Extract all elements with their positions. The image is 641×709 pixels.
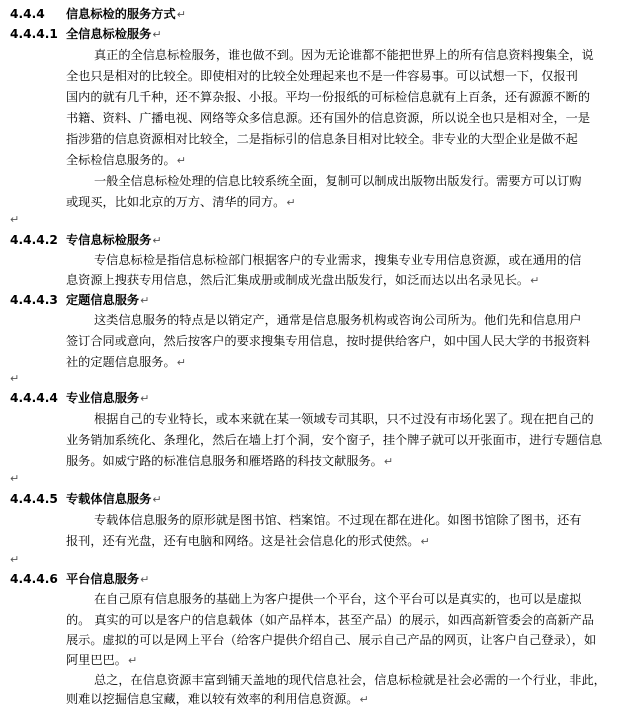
return-mark-icon: ↵ (420, 535, 430, 548)
paragraph-line: 全也只是相对的比较全。即使相对的比较全处理起来也不是一件容易事。可以试想一下，仅报刊 (66, 69, 578, 83)
empty-paragraph-mark-icon: ↵ (10, 472, 20, 485)
paragraph-line: 息资源上搜获专用信息，然后汇集成册或制成光盘出版发行，如泛而达以出名录见长。↵ (66, 273, 540, 287)
section-heading (10, 6, 186, 22)
section-number: 4.4.4.5 (10, 492, 58, 506)
section-title: 定题信息服务 (66, 293, 140, 307)
paragraph-line: 全标检信息服务的。↵ (66, 153, 186, 167)
return-mark-icon: ↵ (176, 154, 186, 167)
section-title: 平台信息服务 (66, 572, 140, 586)
paragraph-line: 国内的就有几千种，还不算杂报、小报。平均一份报纸的可标检信息就有上百条，还有源源不断的 (66, 90, 591, 104)
return-mark-icon: ↵ (359, 693, 369, 706)
paragraph-line: 指涉猎的信息资源相对比较全，二是指标引的信息条目相对比较全。非专业的大型企业是做不起 (66, 132, 578, 146)
section-title: 全信息标检服务 (66, 27, 152, 41)
section-title: 专信息标检服务 (66, 233, 152, 247)
paragraph-line: 签订合同或意向，然后按客户的要求搜集专用信息，按时提供给客户，如中国人民大学的书报资料 (66, 334, 591, 348)
paragraph-line: 的。 真实的可以是客户的信息载体（如产品样本，甚至产品）的展示，如西高新管委会的高新产品 (66, 613, 594, 627)
return-mark-icon: ↵ (530, 274, 540, 287)
paragraph-line: 展示。虚拟的可以是网上平台（给客户提供介绍自己、展示自己产品的网页，让客户自己登录），如 (66, 633, 597, 647)
paragraph-line: 或现买，比如北京的万方、清华的同方。↵ (66, 195, 296, 209)
section-heading (10, 292, 149, 308)
section-heading (10, 26, 162, 42)
paragraph-line: 专信息标检是指信息标检部门根据客户的专业需求，搜集专业专用信息资源，或在通用的信 (94, 253, 582, 267)
section-heading (10, 571, 149, 587)
section-heading (10, 390, 149, 406)
section-heading (10, 232, 162, 248)
return-mark-icon: ↵ (176, 8, 186, 21)
section-title: 专业信息服务 (66, 391, 140, 405)
return-mark-icon: ↵ (152, 234, 162, 247)
paragraph-line: 社的定题信息服务。↵ (66, 355, 186, 369)
empty-paragraph-mark-icon: ↵ (10, 213, 20, 226)
paragraph-line: 在自己原有信息服务的基础上为客户提供一个平台，这个平台可以是真实的，也可以是虚拟 (94, 592, 582, 606)
section-heading (10, 491, 162, 507)
paragraph-line: 阿里巴巴。↵ (66, 653, 138, 667)
paragraph-line: 业务销加系统化、条理化，然后在墙上打个洞，安个窗子，挂个牌子就可以开张面市，进行专题信息 (66, 433, 603, 447)
paragraph-line: 服务。如威宁路的标准信息服务和雁塔路的科技文献服务。↵ (66, 454, 394, 468)
section-number: 4.4.4.3 (10, 293, 58, 307)
return-mark-icon: ↵ (383, 455, 394, 468)
section-title: 专载体信息服务 (66, 492, 152, 506)
return-mark-icon: ↵ (176, 356, 186, 369)
paragraph-line: 一般全信息标检处理的信息比较系统全面，复制可以制成出版物出版发行。需要方可以订购 (94, 174, 582, 188)
paragraph-line: 专载体信息服务的原形就是图书馆、档案馆。不过现在都在进化。如图书馆除了图书，还有 (94, 513, 582, 527)
return-mark-icon: ↵ (286, 196, 296, 209)
paragraph-line: 则难以挖掘信息宝藏，难以较有效率的利用信息资源。↵ (66, 692, 369, 706)
paragraph-line: 总之，在信息资源丰富到铺天盖地的现代信息社会，信息标检就是社会必需的一个行业，非此， (94, 673, 606, 687)
paragraph-line: 报刊，还有光盘，还有电脑和网络。这是社会信息化的形式使然。↵ (66, 534, 430, 548)
paragraph-line: 书籍、资料、广播电视、网络等众多信息源。还有国外的信息资源，所以说全也只是相对全，一是 (66, 111, 591, 125)
return-mark-icon: ↵ (140, 392, 150, 405)
empty-paragraph-mark-icon: ↵ (10, 372, 20, 385)
return-mark-icon: ↵ (140, 294, 150, 307)
empty-paragraph-mark-icon: ↵ (10, 553, 20, 566)
section-number: 4.4.4.6 (10, 572, 58, 586)
paragraph-line: 真正的全信息标检服务，谁也做不到。因为无论谁都不能把世界上的所有信息资料搜集全，说 (94, 48, 594, 62)
return-mark-icon: ↵ (127, 654, 138, 667)
section-number: 4.4.4.1 (10, 27, 58, 41)
return-mark-icon: ↵ (152, 493, 162, 506)
return-mark-icon: ↵ (140, 573, 150, 586)
section-title: 信息标检的服务方式 (66, 7, 176, 21)
section-number: 4.4.4.2 (10, 233, 58, 247)
return-mark-icon: ↵ (152, 28, 162, 41)
section-number: 4.4.4 (10, 7, 45, 21)
section-number: 4.4.4.4 (10, 391, 58, 405)
paragraph-line: 这类信息服务的特点是以销定产，通常是信息服务机构或咨询公司所为。他们先和信息用户 (94, 313, 582, 327)
paragraph-line: 根据自己的专业特长，或本来就在某一领域专司其职，只不过没有市场化罢了。现在把自己的 (94, 412, 594, 426)
